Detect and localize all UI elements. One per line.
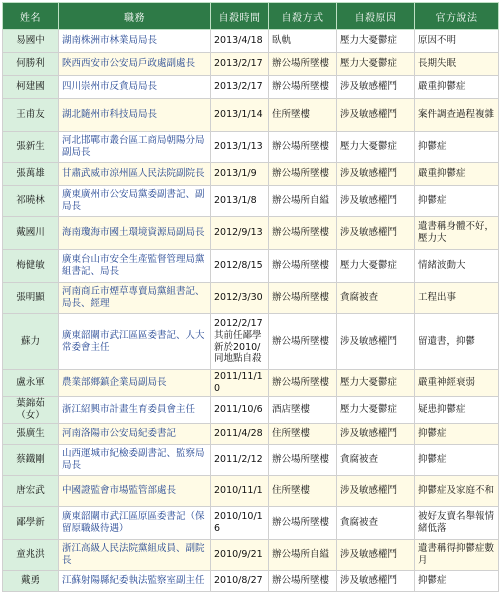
cell-official: 抑鬱症 — [415, 444, 499, 475]
cell-name: 祁曉林 — [3, 186, 59, 217]
cell-post: 山西運城市紀檢委副書記、監察局局長 — [59, 444, 211, 475]
cell-post: 甘肅武威市涼州區人民法院副院長 — [59, 163, 211, 186]
cell-official: 遺書稱身體不好，壓力大 — [415, 217, 499, 250]
cell-method: 辦公場所自縊 — [269, 539, 337, 570]
cell-reason: 壓力大憂鬱症 — [337, 370, 415, 397]
header-name: 姓名 — [3, 3, 59, 30]
cell-official: 抑鬱症 — [415, 132, 499, 163]
table-row — [3, 396, 499, 423]
cell-official: 嚴重抑鬱症 — [415, 163, 499, 186]
cell-post: 中國證監會市場監管部處長 — [59, 475, 211, 506]
cell-official: 留遺書，抑鬱 — [415, 314, 499, 370]
cell-name: 張廣生 — [3, 423, 59, 444]
cell-reason: 涉及敏感權鬥 — [337, 163, 415, 186]
cell-name: 戴勇 — [3, 570, 59, 591]
cell-post: 廣東韶關市武江區區委書記、人大常委會主任 — [59, 314, 211, 370]
cell-name: 葉錦茹（女） — [3, 396, 59, 423]
cell-reason: 涉及敏感權鬥 — [337, 423, 415, 444]
table-row — [3, 506, 499, 539]
table-row — [3, 475, 499, 506]
cell-date: 2013/2/17 — [211, 53, 269, 76]
cell-post: 浙江紹興市計畫生育委員會主任 — [59, 396, 211, 423]
cell-reason: 涉及敏感權鬥 — [337, 186, 415, 217]
cell-post: 湖南株洲市林業局局長 — [59, 30, 211, 53]
cell-official: 被好友賣名舉報情緒低落 — [415, 506, 499, 539]
cell-name: 童兆洪 — [3, 539, 59, 570]
cell-post: 海南瓊海市國土環境資源局副局長 — [59, 217, 211, 250]
cell-reason: 壓力大憂鬱症 — [337, 132, 415, 163]
header-date: 自殺時間 — [211, 3, 269, 30]
cell-reason: 涉及敏感權鬥 — [337, 570, 415, 591]
cell-post: 湖北隨州市科技局局長 — [59, 99, 211, 132]
header-reason: 自殺原因 — [337, 3, 415, 30]
cell-name: 鄙學新 — [3, 506, 59, 539]
cell-name: 張明顯 — [3, 283, 59, 314]
table-header-row — [3, 3, 499, 30]
cell-post: 浙江高級人民法院黨組成員、副院長 — [59, 539, 211, 570]
cell-post: 廣東韶關市武江區原區委書記（保留原職級待遇） — [59, 506, 211, 539]
header-official: 官方說法 — [415, 3, 499, 30]
cell-name: 王甫友 — [3, 99, 59, 132]
cell-reason: 壓力大憂鬱症 — [337, 53, 415, 76]
cell-method: 辦公場所墜樓 — [269, 506, 337, 539]
table-row — [3, 132, 499, 163]
cell-method: 住所墜樓 — [269, 423, 337, 444]
cell-official: 嚴重神經衰弱 — [415, 370, 499, 397]
cell-name: 盧永軍 — [3, 370, 59, 397]
cell-official: 遺書稱得抑鬱症數月 — [415, 539, 499, 570]
cell-post: 廣東廣州市公安局黨委副書記、副局長 — [59, 186, 211, 217]
cell-date: 2012/2/17其前任鄙學新於2010/同地點自殺 — [211, 314, 269, 370]
cell-official: 案件調查過程複雜 — [415, 99, 499, 132]
table-row — [3, 539, 499, 570]
cell-date: 2013/1/14 — [211, 99, 269, 132]
cell-post: 陝西西安市公安局戶政處副處長 — [59, 53, 211, 76]
cell-name: 蔡鐵剛 — [3, 444, 59, 475]
cell-method: 臥軌 — [269, 30, 337, 53]
cell-reason: 貪腐被查 — [337, 283, 415, 314]
cell-post: 農業部鄉鎮企業局副局長 — [59, 370, 211, 397]
cell-post: 河南商丘市煙草專賣局黨組書記、局長、經理 — [59, 283, 211, 314]
table-row — [3, 444, 499, 475]
cell-method: 辦公場所墜樓 — [269, 250, 337, 283]
cell-reason: 涉及敏感權鬥 — [337, 76, 415, 99]
table-row — [3, 53, 499, 76]
table-row — [3, 217, 499, 250]
cell-date: 2011/11/10 — [211, 370, 269, 397]
table-row — [3, 76, 499, 99]
table-row — [3, 250, 499, 283]
cell-reason: 涉及敏感權鬥 — [337, 314, 415, 370]
cell-date: 2011/2/12 — [211, 444, 269, 475]
table-row — [3, 186, 499, 217]
cell-name: 何勝利 — [3, 53, 59, 76]
table-row — [3, 283, 499, 314]
cell-name: 張新生 — [3, 132, 59, 163]
table-row — [3, 314, 499, 370]
cell-date: 2011/10/6 — [211, 396, 269, 423]
cell-date: 2010/10/16 — [211, 506, 269, 539]
cell-official: 疑患抑鬱症 — [415, 396, 499, 423]
cell-official: 原因不明 — [415, 30, 499, 53]
cell-official: 長期失眠 — [415, 53, 499, 76]
cell-reason: 貪腐被查 — [337, 506, 415, 539]
cell-method: 辦公場所墜樓 — [269, 444, 337, 475]
cell-method: 辦公場所墜樓 — [269, 76, 337, 99]
table-row — [3, 570, 499, 591]
cell-reason: 涉及敏感權鬥 — [337, 217, 415, 250]
cell-date: 2012/3/30 — [211, 283, 269, 314]
cell-reason: 壓力大憂鬱症 — [337, 396, 415, 423]
cell-date: 2013/1/9 — [211, 163, 269, 186]
cell-name: 唐宏武 — [3, 475, 59, 506]
cell-official: 嚴重抑鬱症 — [415, 76, 499, 99]
cell-method: 辦公場所墜樓 — [269, 163, 337, 186]
cell-date: 2013/1/13 — [211, 132, 269, 163]
cell-method: 住所墜樓 — [269, 99, 337, 132]
cell-method: 辦公場所墜樓 — [269, 53, 337, 76]
cell-method: 辦公場所自縊 — [269, 186, 337, 217]
cell-date: 2012/9/13 — [211, 217, 269, 250]
table-row — [3, 163, 499, 186]
cell-reason: 壓力大憂鬱症 — [337, 30, 415, 53]
cell-official: 工程出事 — [415, 283, 499, 314]
header-post: 職務 — [59, 3, 211, 30]
cell-reason: 涉及敏感權鬥 — [337, 475, 415, 506]
cell-official: 抑鬱症 — [415, 423, 499, 444]
cell-official: 抑鬱症 — [415, 570, 499, 591]
cell-official: 抑鬱症及家庭不和 — [415, 475, 499, 506]
cell-date: 2013/4/18 — [211, 30, 269, 53]
cell-method: 辦公場所墜樓 — [269, 217, 337, 250]
cell-name: 戴國川 — [3, 217, 59, 250]
cell-date: 2013/2/17 — [211, 76, 269, 99]
cell-method: 酒店墜樓 — [269, 396, 337, 423]
table-row — [3, 423, 499, 444]
cell-name: 蘇力 — [3, 314, 59, 370]
cell-date: 2010/11/1 — [211, 475, 269, 506]
cell-method: 住所墜樓 — [269, 475, 337, 506]
cell-date: 2011/4/28 — [211, 423, 269, 444]
officials-suicide-table — [2, 2, 499, 592]
table-row — [3, 99, 499, 132]
cell-post: 河北邯鄲市叢台區工商局朝陽分局副局長 — [59, 132, 211, 163]
cell-post: 廣東台山市安全生產監督管理局黨組書記、局長 — [59, 250, 211, 283]
cell-official: 情緒波動大 — [415, 250, 499, 283]
cell-method: 辦公場所墜樓 — [269, 283, 337, 314]
cell-reason: 涉及敏感權鬥 — [337, 539, 415, 570]
cell-date: 2013/1/8 — [211, 186, 269, 217]
cell-post: 四川崇州市反貪局局長 — [59, 76, 211, 99]
header-method: 自殺方式 — [269, 3, 337, 30]
cell-name: 柯建國 — [3, 76, 59, 99]
cell-method: 辦公場所墜樓 — [269, 132, 337, 163]
cell-name: 易國中 — [3, 30, 59, 53]
cell-method: 辦公場所墜樓 — [269, 570, 337, 591]
cell-date: 2010/8/27 — [211, 570, 269, 591]
cell-official: 抑鬱症 — [415, 186, 499, 217]
cell-reason: 涉及敏感權鬥 — [337, 99, 415, 132]
table-row — [3, 30, 499, 53]
cell-reason: 壓力大憂鬱症 — [337, 250, 415, 283]
cell-post: 江蘇射陽縣紀委執法監察室副主任 — [59, 570, 211, 591]
cell-post: 河南洛陽市公安局紀委書記 — [59, 423, 211, 444]
cell-method: 辦公場所墜樓 — [269, 370, 337, 397]
cell-date: 2010/9/21 — [211, 539, 269, 570]
cell-date: 2012/8/15 — [211, 250, 269, 283]
table-row — [3, 370, 499, 397]
cell-method: 辦公場所墜樓 — [269, 314, 337, 370]
cell-reason: 貪腐被查 — [337, 444, 415, 475]
cell-name: 梅健敏 — [3, 250, 59, 283]
cell-name: 張萬雄 — [3, 163, 59, 186]
